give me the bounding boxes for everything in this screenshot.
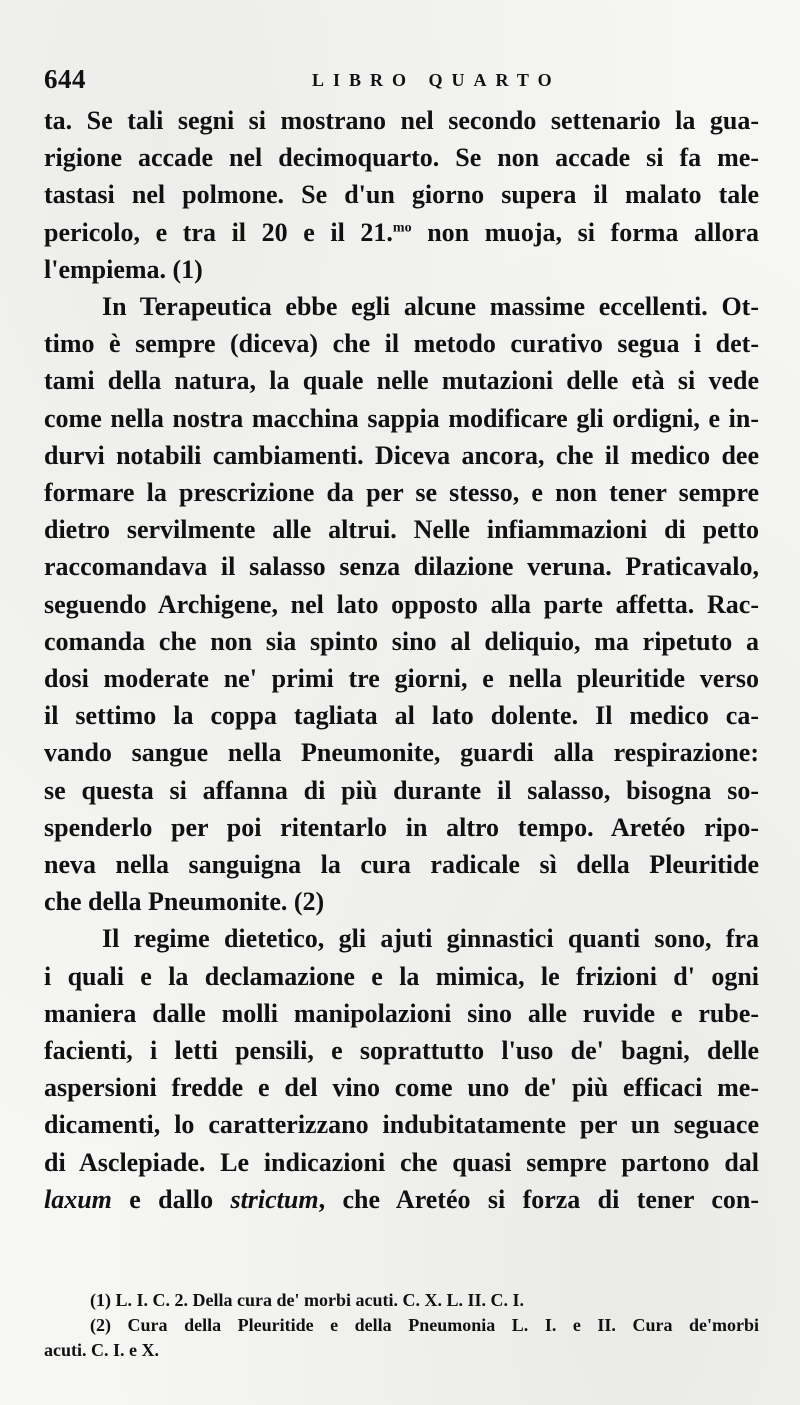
main-text: [44, 102, 759, 1218]
text-line: formare la prescrizione da per se stesso, e non tener sempre: [44, 478, 759, 508]
text-line: dosi moderate ne' primi tre giorni, e nella pleuritide verso: [44, 664, 759, 694]
text-line: [44, 1181, 759, 1218]
text-line: che della Pneumonite. (2): [44, 887, 325, 917]
text-line: aspersioni fredde e del vino come uno de' più efficaci me-: [44, 1073, 759, 1103]
text-line: In Terapeutica ebbe egli alcune massime eccellenti. Ot-: [102, 292, 759, 322]
text-line: raccomandava il salasso senza dilazione veruna. Praticavalo,: [44, 552, 759, 582]
text-line: i quali e la declamazione e la mimica, le frizioni d' ogni: [44, 961, 759, 991]
text-line: spenderlo per poi ritentarlo in altro tempo. Aretéo ripo-: [44, 812, 759, 842]
italic-term: strictum: [230, 1184, 319, 1214]
text-line: durvi notabili cambiamenti. Diceva ancora, che il medico dee: [44, 440, 759, 470]
text-fragment: , che Aretéo si forza di tener con-: [318, 1184, 759, 1214]
page-header: [44, 64, 759, 98]
text-line: seguendo Archigene, nel lato opposto alla parte affetta. Rac-: [44, 589, 759, 619]
text-line: se questa si affanna di più durante il salasso, bisogna so-: [44, 775, 759, 805]
text-line: neva nella sanguigna la cura radicale sì della Pleuritide: [44, 850, 759, 880]
footnotes: [44, 1288, 759, 1363]
running-head: LIBRO QUARTO: [312, 70, 561, 90]
text-line: vando sangue nella Pneumonite, guardi alla respirazione:: [44, 738, 759, 768]
page-number: 644: [44, 64, 86, 94]
text-line: tastasi nel polmone. Se d'un giorno supera il malato tale: [44, 180, 759, 210]
italic-term: laxum: [44, 1184, 112, 1214]
text-line: il settimo la coppa tagliata al lato dolente. Il medico ca-: [44, 701, 759, 731]
text-line: l'empiema. (1): [44, 254, 203, 284]
text-line: facienti, i letti pensili, e soprattutto l'uso de' bagni, delle: [44, 1036, 759, 1066]
text-line: comanda che non sia spinto sino al deliquio, ma ripetuto a: [44, 626, 759, 656]
footnote-2: (2) Cura della Pleuritide e della Pneumonia L. I. e II. Cura de'morbi: [90, 1315, 759, 1335]
superscript: mo: [392, 219, 412, 235]
text-line: dietro servilmente alle altrui. Nelle infiammazioni di petto: [44, 515, 759, 545]
text-line: [44, 214, 759, 251]
footnote-1: (1) L. I. C. 2. Della cura de' morbi acuti. C. X. L. II. C. I.: [90, 1290, 524, 1310]
text-fragment: non muoja, si forma allora: [411, 217, 759, 247]
text-line: maniera dalle molli manipolazioni sino alle ruvide e rube-: [44, 998, 759, 1028]
text-line: dicamenti, lo caratterizzano indubitatamente per un seguace: [44, 1110, 759, 1140]
footnote-2-continued: acuti. C. I. e X.: [44, 1340, 159, 1360]
text-line: timo è sempre (diceva) che il metodo curativo segua i det-: [44, 329, 759, 359]
text-fragment: e dallo: [111, 1184, 231, 1214]
text-line: rigione accade nel decimoquarto. Se non accade si fa me-: [44, 143, 759, 173]
text-line: tami della natura, la quale nelle mutazioni delle età si vede: [44, 366, 759, 396]
text-line: ta. Se tali segni si mostrano nel secondo settenario la gua-: [44, 106, 759, 135]
text-fragment: pericolo, e tra il 20 e il 21.: [44, 217, 393, 247]
text-line: Il regime dietetico, gli ajuti ginnastici quanti sono, fra: [102, 924, 759, 954]
text-line: di Asclepiade. Le indicazioni che quasi sempre partono dal: [44, 1147, 759, 1177]
text-line: come nella nostra macchina sappia modificare gli ordigni, e in-: [44, 403, 759, 433]
